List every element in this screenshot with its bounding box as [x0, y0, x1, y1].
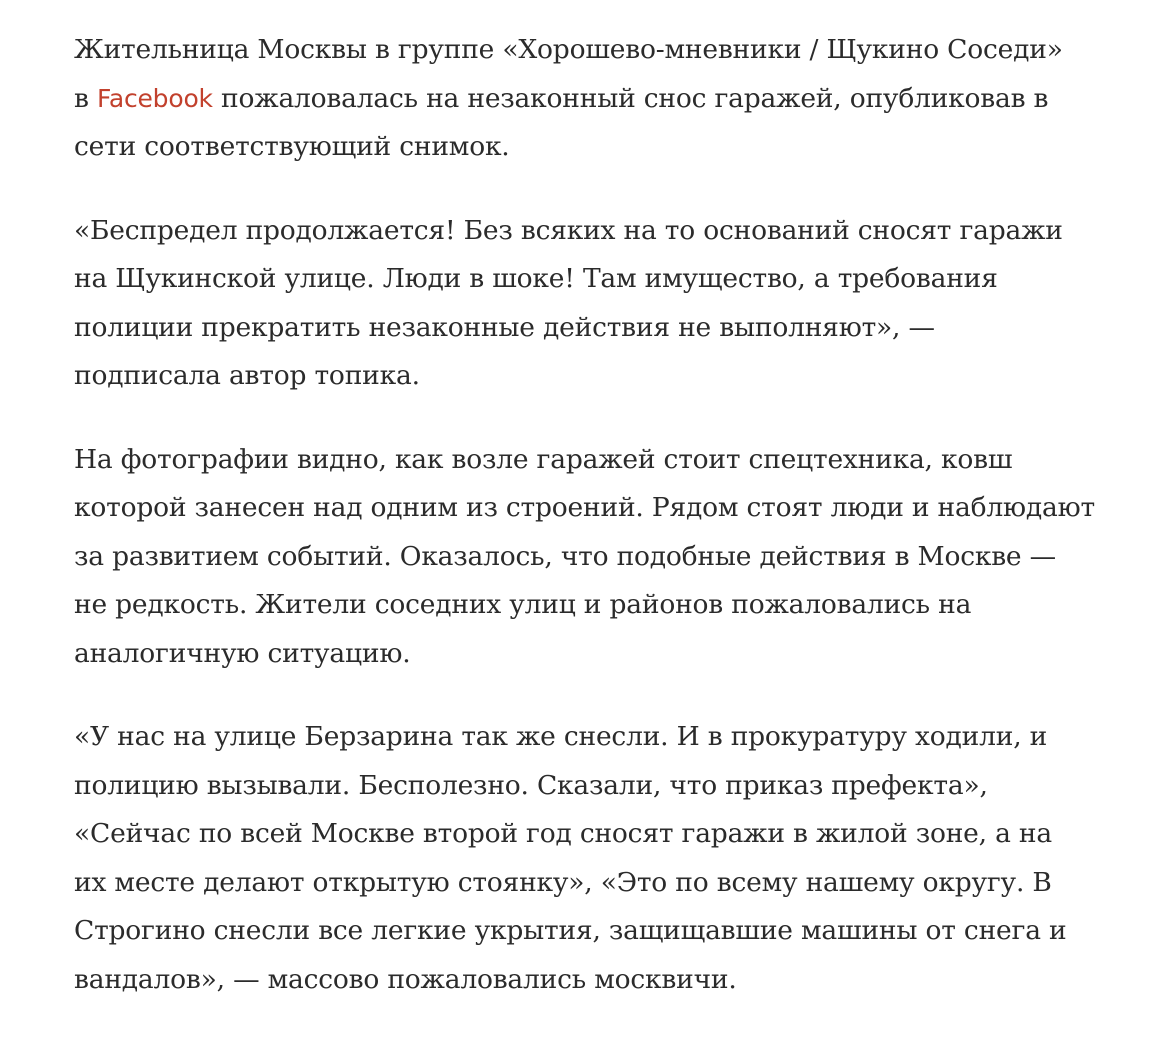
paragraph-line: сети соответствующий снимок.	[74, 131, 510, 162]
paragraph-line: На фотографии видно, как возле гаражей стоит спецтехника, ковш	[74, 443, 1013, 475]
paragraph-line: Жительница Москвы в группе «Хорошево-мневники / Щукино Соседи»	[74, 34, 1063, 65]
paragraph-line: «У нас на улице Берзарина так же снесли. И в прокуратуру ходили, и	[74, 721, 1048, 752]
paragraph-line: на Щукинской улице. Люди в шоке! Там имущество, а требования	[74, 263, 998, 294]
paragraph-line: полицию вызывали. Бесполезно. Сказали, что приказ префекта»,	[74, 769, 988, 801]
facebook-link[interactable]: Facebook	[96, 83, 213, 113]
paragraph-3	[74, 436, 1114, 679]
paragraph-line: полиции прекратить незаконные действия не выполняют», —	[74, 311, 935, 343]
paragraph-line: не редкость. Жители соседних улиц и районов пожаловались на	[74, 589, 972, 620]
paragraph-line: подписала автор топика.	[74, 360, 420, 391]
paragraph-line: за развитием событий. Оказалось, что подобные действия в Москве —	[74, 540, 1056, 572]
article-body	[74, 26, 1114, 1039]
paragraph-line: «Беспредел продолжается! Без всяких на то оснований сносят гаражи	[74, 214, 1063, 246]
paragraph-line: их месте делают открытую стоянку», «Это по всему нашему округу. В	[74, 866, 1052, 898]
paragraph-line	[74, 75, 1114, 124]
paragraph-line: которой занесен над одним из строений. Рядом стоят люди и наблюдают	[74, 492, 1095, 523]
paragraph-4	[74, 713, 1114, 1004]
paragraph-1	[74, 26, 1114, 172]
paragraph-2	[74, 207, 1114, 401]
paragraph-line: вандалов», — массово пожаловались москвичи.	[74, 963, 737, 995]
line-text: пожаловалась на незаконный снос гаражей, опубликовав в	[212, 82, 1049, 114]
line-text: в	[74, 82, 97, 114]
paragraph-line: Строгино снесли все легкие укрытия, защищавшие машины от снега и	[74, 915, 1067, 946]
paragraph-line: аналогичную ситуацию.	[74, 637, 411, 669]
paragraph-line: «Сейчас по всей Москве второй год сносят гаражи в жилой зоне, а на	[74, 818, 1052, 849]
